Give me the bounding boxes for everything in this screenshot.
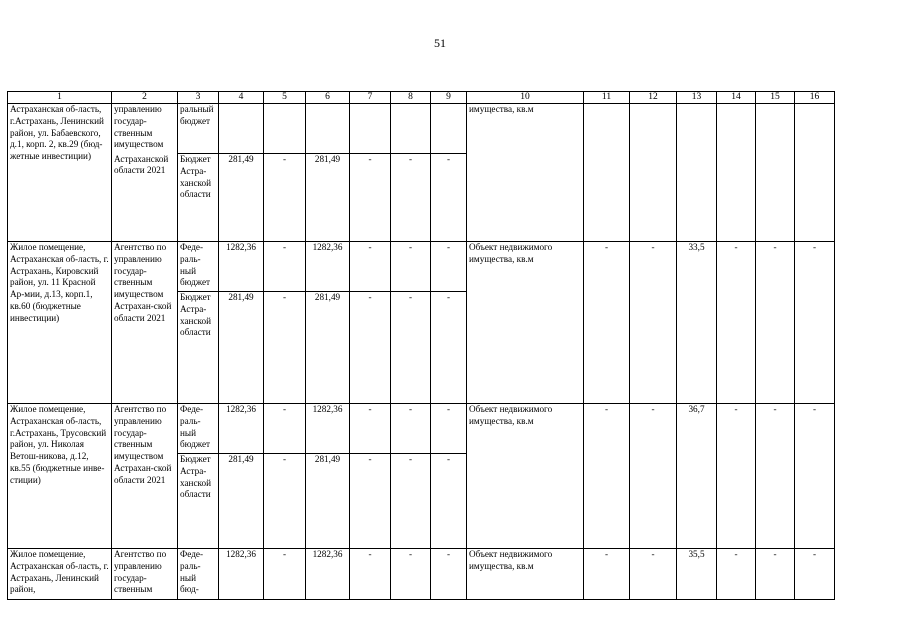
value-cell: -	[264, 404, 306, 454]
budget-cell: ральный бюджет	[178, 104, 219, 154]
col-header: 5	[264, 92, 306, 104]
budget-cell: Феде-раль-ный бюджет	[178, 404, 219, 454]
value-cell: 281,49	[306, 292, 350, 404]
object-name-cell: Астраханская об-ласть, г.Астрахань, Ленинский район, ул. Бабаевского, д.1, корп. 2, кв.29 (бюд-жетные инвестиции)	[8, 104, 112, 242]
col-header: 16	[795, 92, 835, 104]
value-cell: -	[584, 549, 630, 600]
value-cell: 36,7	[677, 404, 717, 549]
value-cell: -	[717, 404, 756, 549]
budget-cell: Феде-раль-ный бюджет	[178, 242, 219, 292]
col-header: 11	[584, 92, 630, 104]
col-header: 10	[467, 92, 584, 104]
value-cell: -	[391, 292, 431, 404]
agency-cell: Астраханской области 2021	[112, 154, 178, 242]
col-header: 9	[431, 92, 467, 104]
object-name-cell: Жилое помещение, Астраханская об-ласть, г.Астрахань, Трусовский район, ул. Николая Ветош-никова, д.12, кв.55 (бюджетные инве-стиции)	[8, 404, 112, 549]
agency-cell: управлению государ-ственным имуществом	[112, 104, 178, 154]
value-cell: -	[264, 242, 306, 292]
value-cell: -	[264, 549, 306, 600]
agency-cell: Агентство по управлению государ-ственным имуществом Астрахан-ской области 2021	[112, 242, 178, 404]
value-cell: -	[350, 154, 391, 242]
col-header: 14	[717, 92, 756, 104]
value-cell: -	[756, 404, 795, 549]
value-cell: -	[391, 404, 431, 454]
value-cell: 281,49	[306, 154, 350, 242]
budget-cell: Бюджет Астра-ханской области	[178, 292, 219, 404]
value-cell: 1282,36	[306, 242, 350, 292]
object-type-cell: Объект недвижимого имущества, кв.м	[467, 404, 584, 549]
value-cell: 281,49	[219, 154, 264, 242]
value-cell: -	[756, 549, 795, 600]
budget-cell: Бюджет Астра-ханской области	[178, 454, 219, 549]
budget-cell: Бюджет Астра-ханской области	[178, 154, 219, 242]
value-cell: -	[264, 454, 306, 549]
value-cell: 281,49	[306, 454, 350, 549]
col-header: 2	[112, 92, 178, 104]
col-header: 15	[756, 92, 795, 104]
agency-cell: Агентство по управлению государ-ственным	[112, 549, 178, 600]
page-number: 51	[434, 36, 446, 50]
value-cell: 281,49	[219, 292, 264, 404]
col-header: 6	[306, 92, 350, 104]
col-header: 1	[8, 92, 112, 104]
object-type-cell: Объект недвижимого имущества, кв.м	[467, 549, 584, 600]
object-type-cell: Объект недвижимого имущества, кв.м	[467, 242, 584, 404]
value-cell: -	[756, 242, 795, 404]
value-cell: -	[350, 404, 391, 454]
table-row	[8, 242, 835, 292]
value-cell: 33,5	[677, 242, 717, 404]
value-cell: -	[431, 454, 467, 549]
object-name-cell: Жилое помещение, Астраханская об-ласть, г. Астрахань, Ленинский район,	[8, 549, 112, 600]
col-header: 13	[677, 92, 717, 104]
value-cell: -	[391, 242, 431, 292]
value-cell: -	[584, 404, 630, 549]
value-cell: -	[391, 454, 431, 549]
header-row	[8, 92, 835, 104]
value-cell: -	[630, 549, 677, 600]
object-name-cell: Жилое помещение, Астраханская об-ласть, г. Астрахань, Кировский район, ул. 11 Красной Ар-мии, д.13, корп.1, кв.60 (бюджетные инвестиции)	[8, 242, 112, 404]
value-cell: -	[795, 404, 835, 549]
value-cell: 1282,36	[306, 404, 350, 454]
col-header: 4	[219, 92, 264, 104]
budget-cell: Феде-раль-ный бюд-	[178, 549, 219, 600]
value-cell: -	[391, 154, 431, 242]
value-cell: -	[630, 404, 677, 549]
value-cell: -	[264, 292, 306, 404]
value-cell: -	[391, 549, 431, 600]
value-cell: -	[264, 154, 306, 242]
value-cell: -	[630, 242, 677, 404]
value-cell: -	[795, 549, 835, 600]
value-cell: -	[350, 549, 391, 600]
col-header: 8	[391, 92, 431, 104]
value-cell: -	[795, 242, 835, 404]
col-header: 12	[630, 92, 677, 104]
value-cell: 1282,36	[219, 242, 264, 292]
value-cell: 35,5	[677, 549, 717, 600]
value-cell: -	[717, 549, 756, 600]
value-cell: -	[350, 292, 391, 404]
value-cell: -	[584, 242, 630, 404]
table-row	[8, 549, 835, 600]
value-cell: 1282,36	[306, 549, 350, 600]
table-row	[8, 404, 835, 454]
value-cell: -	[431, 549, 467, 600]
value-cell: -	[350, 242, 391, 292]
value-cell: -	[431, 154, 467, 242]
value-cell: 1282,36	[219, 549, 264, 600]
object-type-cell: имущества, кв.м	[467, 104, 584, 242]
value-cell: -	[431, 242, 467, 292]
data-table	[7, 91, 835, 600]
table-row	[8, 104, 835, 154]
col-header: 3	[178, 92, 219, 104]
value-cell: 1282,36	[219, 404, 264, 454]
value-cell: -	[431, 292, 467, 404]
value-cell: -	[431, 404, 467, 454]
col-header: 7	[350, 92, 391, 104]
agency-cell: Агентство по управлению государ-ственным имуществом Астрахан-ской области 2021	[112, 404, 178, 549]
value-cell: 281,49	[219, 454, 264, 549]
value-cell: -	[350, 454, 391, 549]
value-cell: -	[717, 242, 756, 404]
